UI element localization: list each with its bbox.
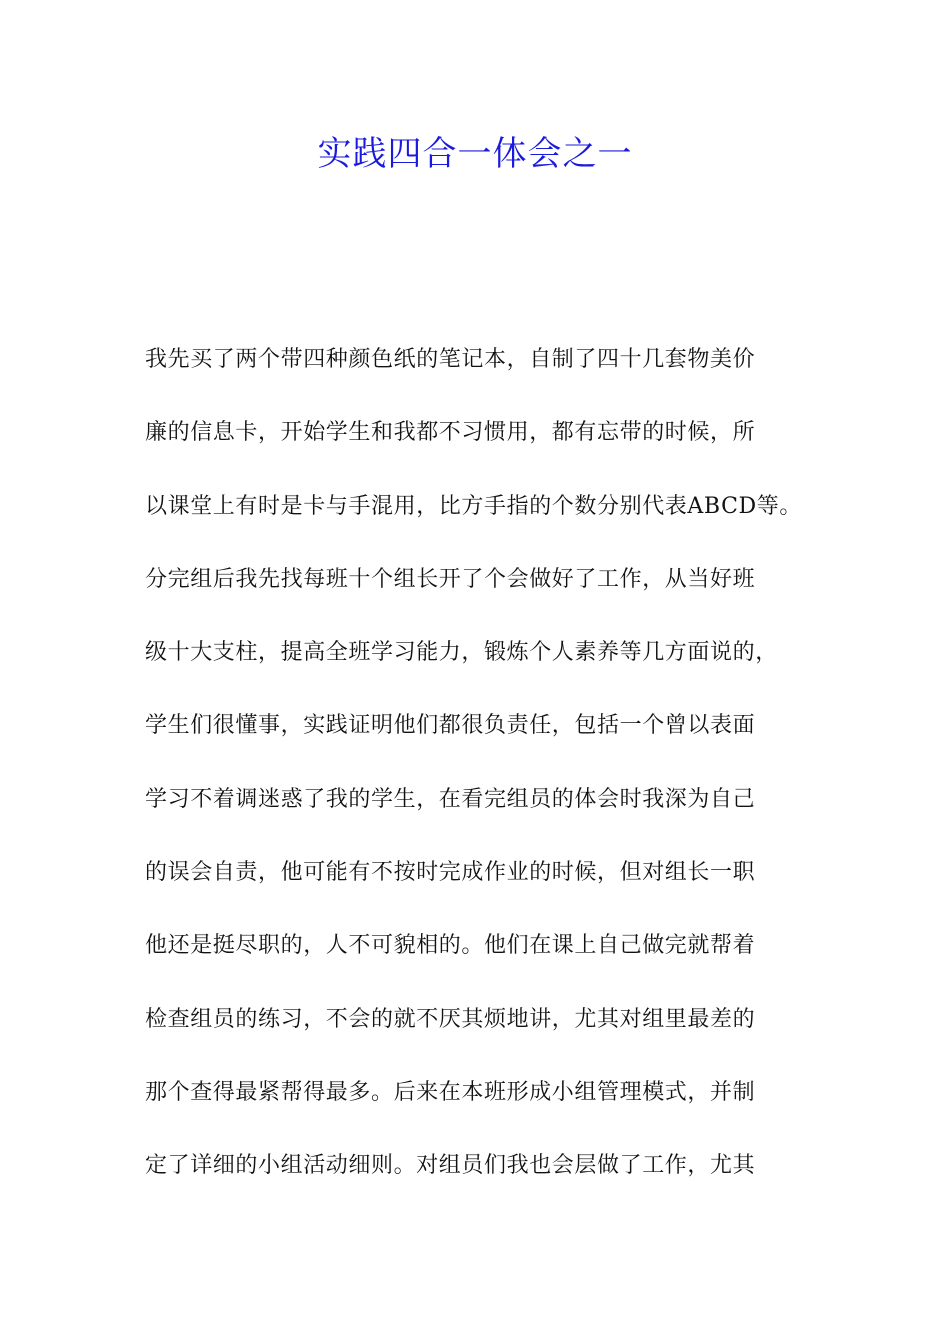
- paragraph-line: 学习不着调迷惑了我的学生，在看完组员的体会时我深为自己: [145, 786, 756, 812]
- paragraph-line: 分完组后我先找每班十个组长开了个会做好了工作，从当好班: [145, 566, 756, 592]
- paragraph-line: 检查组员的练习，不会的就不厌其烦地讲，尤其对组里最差的: [145, 1006, 756, 1032]
- paragraph-line: 我先买了两个带四种颜色纸的笔记本，自制了四十几套物美价: [145, 347, 756, 372]
- paragraph-line: 的误会自责，他可能有不按时完成作业的时候，但对组长一职: [145, 860, 756, 886]
- paragraph-line: 级十大支柱，提高全班学习能力，锻炼个人素养等几方面说的，: [145, 640, 778, 666]
- document-title: 实践四合一体会之一: [317, 134, 633, 174]
- document-body: [145, 338, 835, 1218]
- paragraph-line: 那个查得最紧帮得最多。后来在本班形成小组管理模式，并制: [145, 1079, 756, 1105]
- paragraph-line: 学生们很懂事，实践证明他们都很负责任，包括一个曾以表面: [145, 713, 756, 739]
- paragraph-line: 定了详细的小组活动细则。对组员们我也会层做了工作，尤其: [145, 1153, 756, 1179]
- paragraph-line: 以课堂上有时是卡与手混用，比方手指的个数分别代表ABCD等。: [145, 493, 802, 519]
- paragraph-line: 廉的信息卡，开始学生和我都不习惯用，都有忘带的时候，所: [145, 420, 756, 446]
- paragraph-line: 他还是挺尽职的，人不可貌相的。他们在课上自己做完就帮着: [145, 933, 756, 959]
